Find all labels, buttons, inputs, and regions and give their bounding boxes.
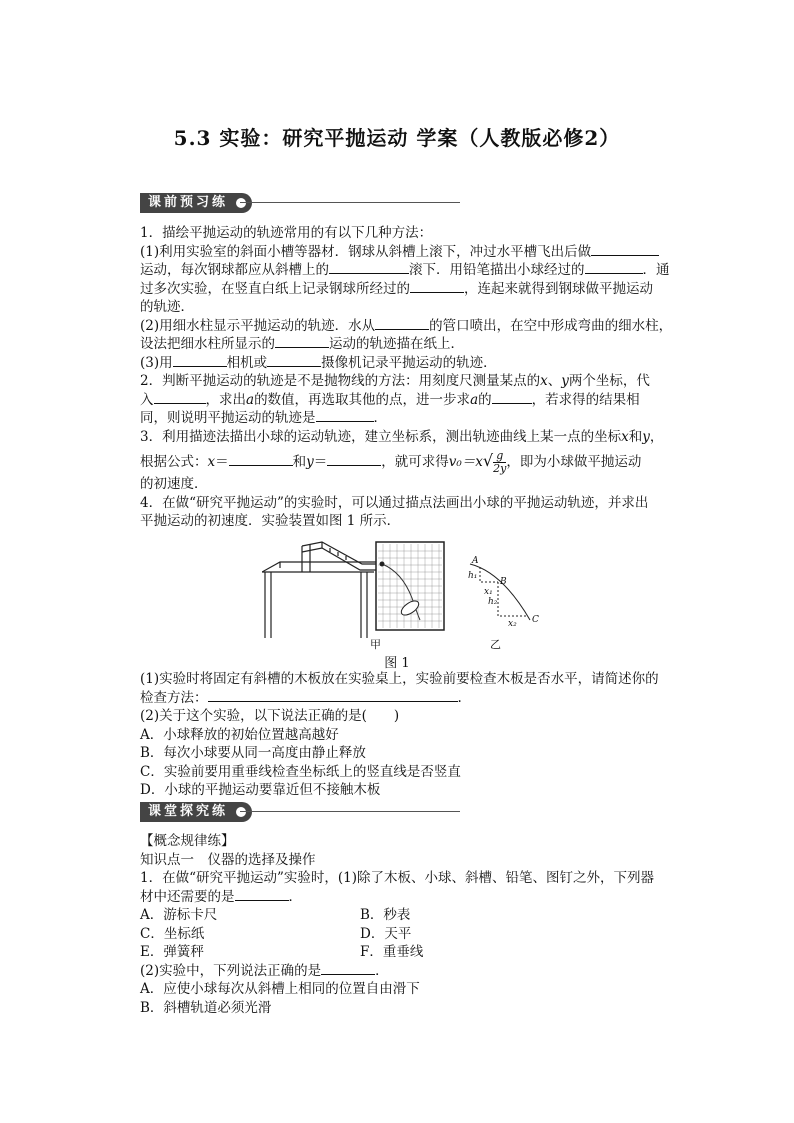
text: ，: [649, 428, 664, 445]
section-label: 课堂探究练: [140, 802, 252, 822]
answer-blank[interactable]: [235, 888, 289, 901]
point-b-label: B: [500, 577, 507, 587]
question-1-intro: 1．描绘平抛运动的轨迹常用的有以下几种方法：: [140, 225, 433, 241]
answer-blank[interactable]: [154, 391, 206, 404]
text: 两个坐标，代: [568, 373, 650, 389]
text: 材中还需要的是: [140, 888, 235, 905]
var-x: x: [621, 428, 629, 445]
text: 相机或: [226, 354, 268, 371]
text: 滚下．用铅笔描出小球经过的: [409, 262, 585, 278]
figure-left-label: 甲: [370, 638, 381, 651]
text: 4．在做“研究平抛运动”的实验时，可以通过描点法画出小球的平抛运动轨迹，并求出: [140, 494, 649, 511]
formula-fraction: [493, 450, 506, 475]
sqrt-sign: √: [482, 451, 494, 470]
var-y: y: [642, 428, 650, 445]
section-label: 课前预习练: [140, 193, 252, 213]
answer-blank[interactable]: [410, 280, 464, 293]
option-c[interactable]: C．实验前要用重垂线检查坐标纸上的竖直线是否竖直: [140, 763, 461, 780]
option-a[interactable]: A．游标卡尺: [140, 907, 218, 923]
section-header-class: [140, 802, 460, 824]
fraction-denominator: 2y: [493, 462, 507, 475]
answer-blank[interactable]: [316, 409, 374, 422]
x2-label: x₂: [508, 619, 517, 629]
answer-blank[interactable]: [591, 243, 659, 256]
text: ．通: [642, 262, 670, 278]
text: 3．利用描迹法描出小球的运动轨迹，建立坐标系，测出轨迹曲线上某一点的坐标: [140, 428, 622, 445]
text: (2)关于这个实验，以下说法正确的是( ): [140, 708, 400, 724]
text: 和: [292, 454, 307, 470]
text: (2)用细水柱显示平抛运动的轨迹．水从: [140, 317, 376, 334]
var-x: x: [207, 454, 216, 470]
text: ，求出: [205, 391, 246, 408]
text: 设法把细水柱所显示的: [140, 336, 275, 352]
fraction-numerator: g: [493, 450, 506, 463]
option-b[interactable]: B．斜槽轨道必须光滑: [140, 999, 272, 1016]
h1-label: h₁: [468, 571, 478, 581]
answer-blank[interactable]: [329, 261, 409, 274]
answer-blank[interactable]: [321, 962, 375, 975]
answer-blank[interactable]: [229, 453, 293, 466]
figure-right-label: 乙: [490, 638, 501, 651]
question-4-parts: [140, 670, 680, 800]
text: (2)实验中，下列说法正确的是: [140, 962, 322, 979]
text: 的数值，再选取其他的点，进一步求: [254, 391, 471, 408]
text: 根据公式：: [140, 454, 208, 470]
text: 1．在做“研究平抛运动”实验时，(1)除了木板、小球、斜槽、铅笔、图钉之外，下列器: [140, 870, 655, 886]
section-header-preview: [140, 193, 460, 215]
x1-label: x₁: [484, 587, 493, 597]
formula-v0: v₀＝x: [448, 454, 483, 470]
text: 运动，每次钢球都应从斜槽上的: [140, 262, 329, 278]
point-c-label: C: [532, 615, 539, 625]
trajectory-diagram: [470, 564, 530, 620]
text: ．: [288, 888, 302, 905]
bullet-icon: [236, 198, 246, 208]
var-y: y: [561, 373, 569, 389]
text: ＝: [215, 454, 229, 470]
answer-blank[interactable]: [208, 689, 458, 702]
apparatus-diagram: [262, 538, 552, 653]
text: 过多次实验，在竖直白纸上记录钢球所经过的: [140, 280, 410, 297]
option-b[interactable]: B．每次小球要从同一高度由静止释放: [140, 745, 366, 761]
option-a[interactable]: A．应使小球每次从斜槽上相同的位置自由滑下: [140, 981, 420, 997]
text: ．: [373, 410, 387, 426]
text: 的: [478, 391, 492, 408]
text: 运动的轨迹描在纸上．: [329, 336, 464, 352]
text: ．: [375, 962, 389, 979]
answer-blank[interactable]: [327, 453, 381, 466]
answer-blank[interactable]: [173, 354, 227, 367]
option-f[interactable]: F．重垂线: [360, 944, 424, 960]
table-drawing: [262, 542, 377, 638]
text: 检查方法：: [140, 689, 208, 706]
answer-blank[interactable]: [267, 354, 321, 367]
text: .: [457, 689, 462, 706]
text: 平抛运动的初速度．实验装置如图 1 所示．: [140, 513, 401, 529]
knowledge-point: 知识点一 仪器的选择及操作: [140, 851, 316, 868]
text: 2．判断平抛运动的轨迹是不是抛物线的方法：用刻度尺测量某点的: [140, 373, 541, 389]
figure-1: [262, 538, 552, 668]
text: (3)用: [140, 354, 173, 371]
answer-blank[interactable]: [492, 391, 532, 404]
var-a: a: [470, 391, 479, 408]
text: 、: [547, 373, 562, 389]
option-b[interactable]: B．秒表: [360, 907, 411, 923]
text: ＝: [313, 454, 328, 470]
text: ，就可求得: [381, 454, 449, 470]
option-e[interactable]: E．弹簧秤: [140, 944, 204, 960]
option-a[interactable]: A．小球释放的初始位置越高越好: [140, 726, 339, 743]
text: 入: [140, 391, 154, 408]
var-x: x: [540, 373, 548, 389]
option-c[interactable]: C．坐标纸: [140, 925, 205, 942]
text: 摄像机记录平抛运动的轨迹．: [321, 354, 497, 371]
text: 同，则说明平抛运动的轨迹是: [140, 410, 316, 426]
answer-blank[interactable]: [585, 261, 643, 274]
text: ，即为小球做平抛运动: [506, 454, 642, 470]
divider: [240, 202, 460, 203]
point-a-label: A: [472, 556, 479, 566]
class-questions: [140, 832, 680, 1017]
page-title: 5.3 实验：研究平抛运动 学案（人教版必修2）: [173, 126, 621, 150]
option-d[interactable]: D．天平: [360, 925, 412, 942]
text: 的初速度．: [140, 476, 208, 492]
h2-label: h₂: [488, 597, 498, 607]
bullet-icon: [236, 807, 246, 817]
text: (1)利用实验室的斜面小槽等器材．钢球从斜槽上滚下，冲过水平槽飞出后做: [140, 243, 592, 260]
figure-caption: 图 1: [384, 656, 410, 671]
text: 和: [628, 428, 643, 445]
var-y: y: [306, 454, 314, 470]
answer-blank[interactable]: [375, 317, 429, 330]
options-grid: [140, 906, 680, 962]
text: 的管口喷出，在空中形成弯曲的细水柱，: [429, 317, 673, 334]
divider: [240, 811, 460, 812]
text: ，连起来就得到钢球做平抛运动: [464, 280, 653, 297]
text: 的轨迹．: [140, 299, 194, 315]
grid-board: [376, 542, 444, 630]
var-a: a: [246, 391, 255, 408]
option-d[interactable]: D．小球的平抛运动要靠近但不接触木板: [140, 782, 381, 798]
answer-blank[interactable]: [275, 335, 329, 348]
preview-questions: [140, 224, 680, 531]
text: (1)实验时将固定有斜槽的木板放在实验桌上，实验前要检查木板是否水平，请简述你的: [140, 671, 659, 687]
text: ，若求得的结果相: [531, 391, 640, 408]
subsection-heading: 【概念规律练】: [140, 833, 235, 849]
